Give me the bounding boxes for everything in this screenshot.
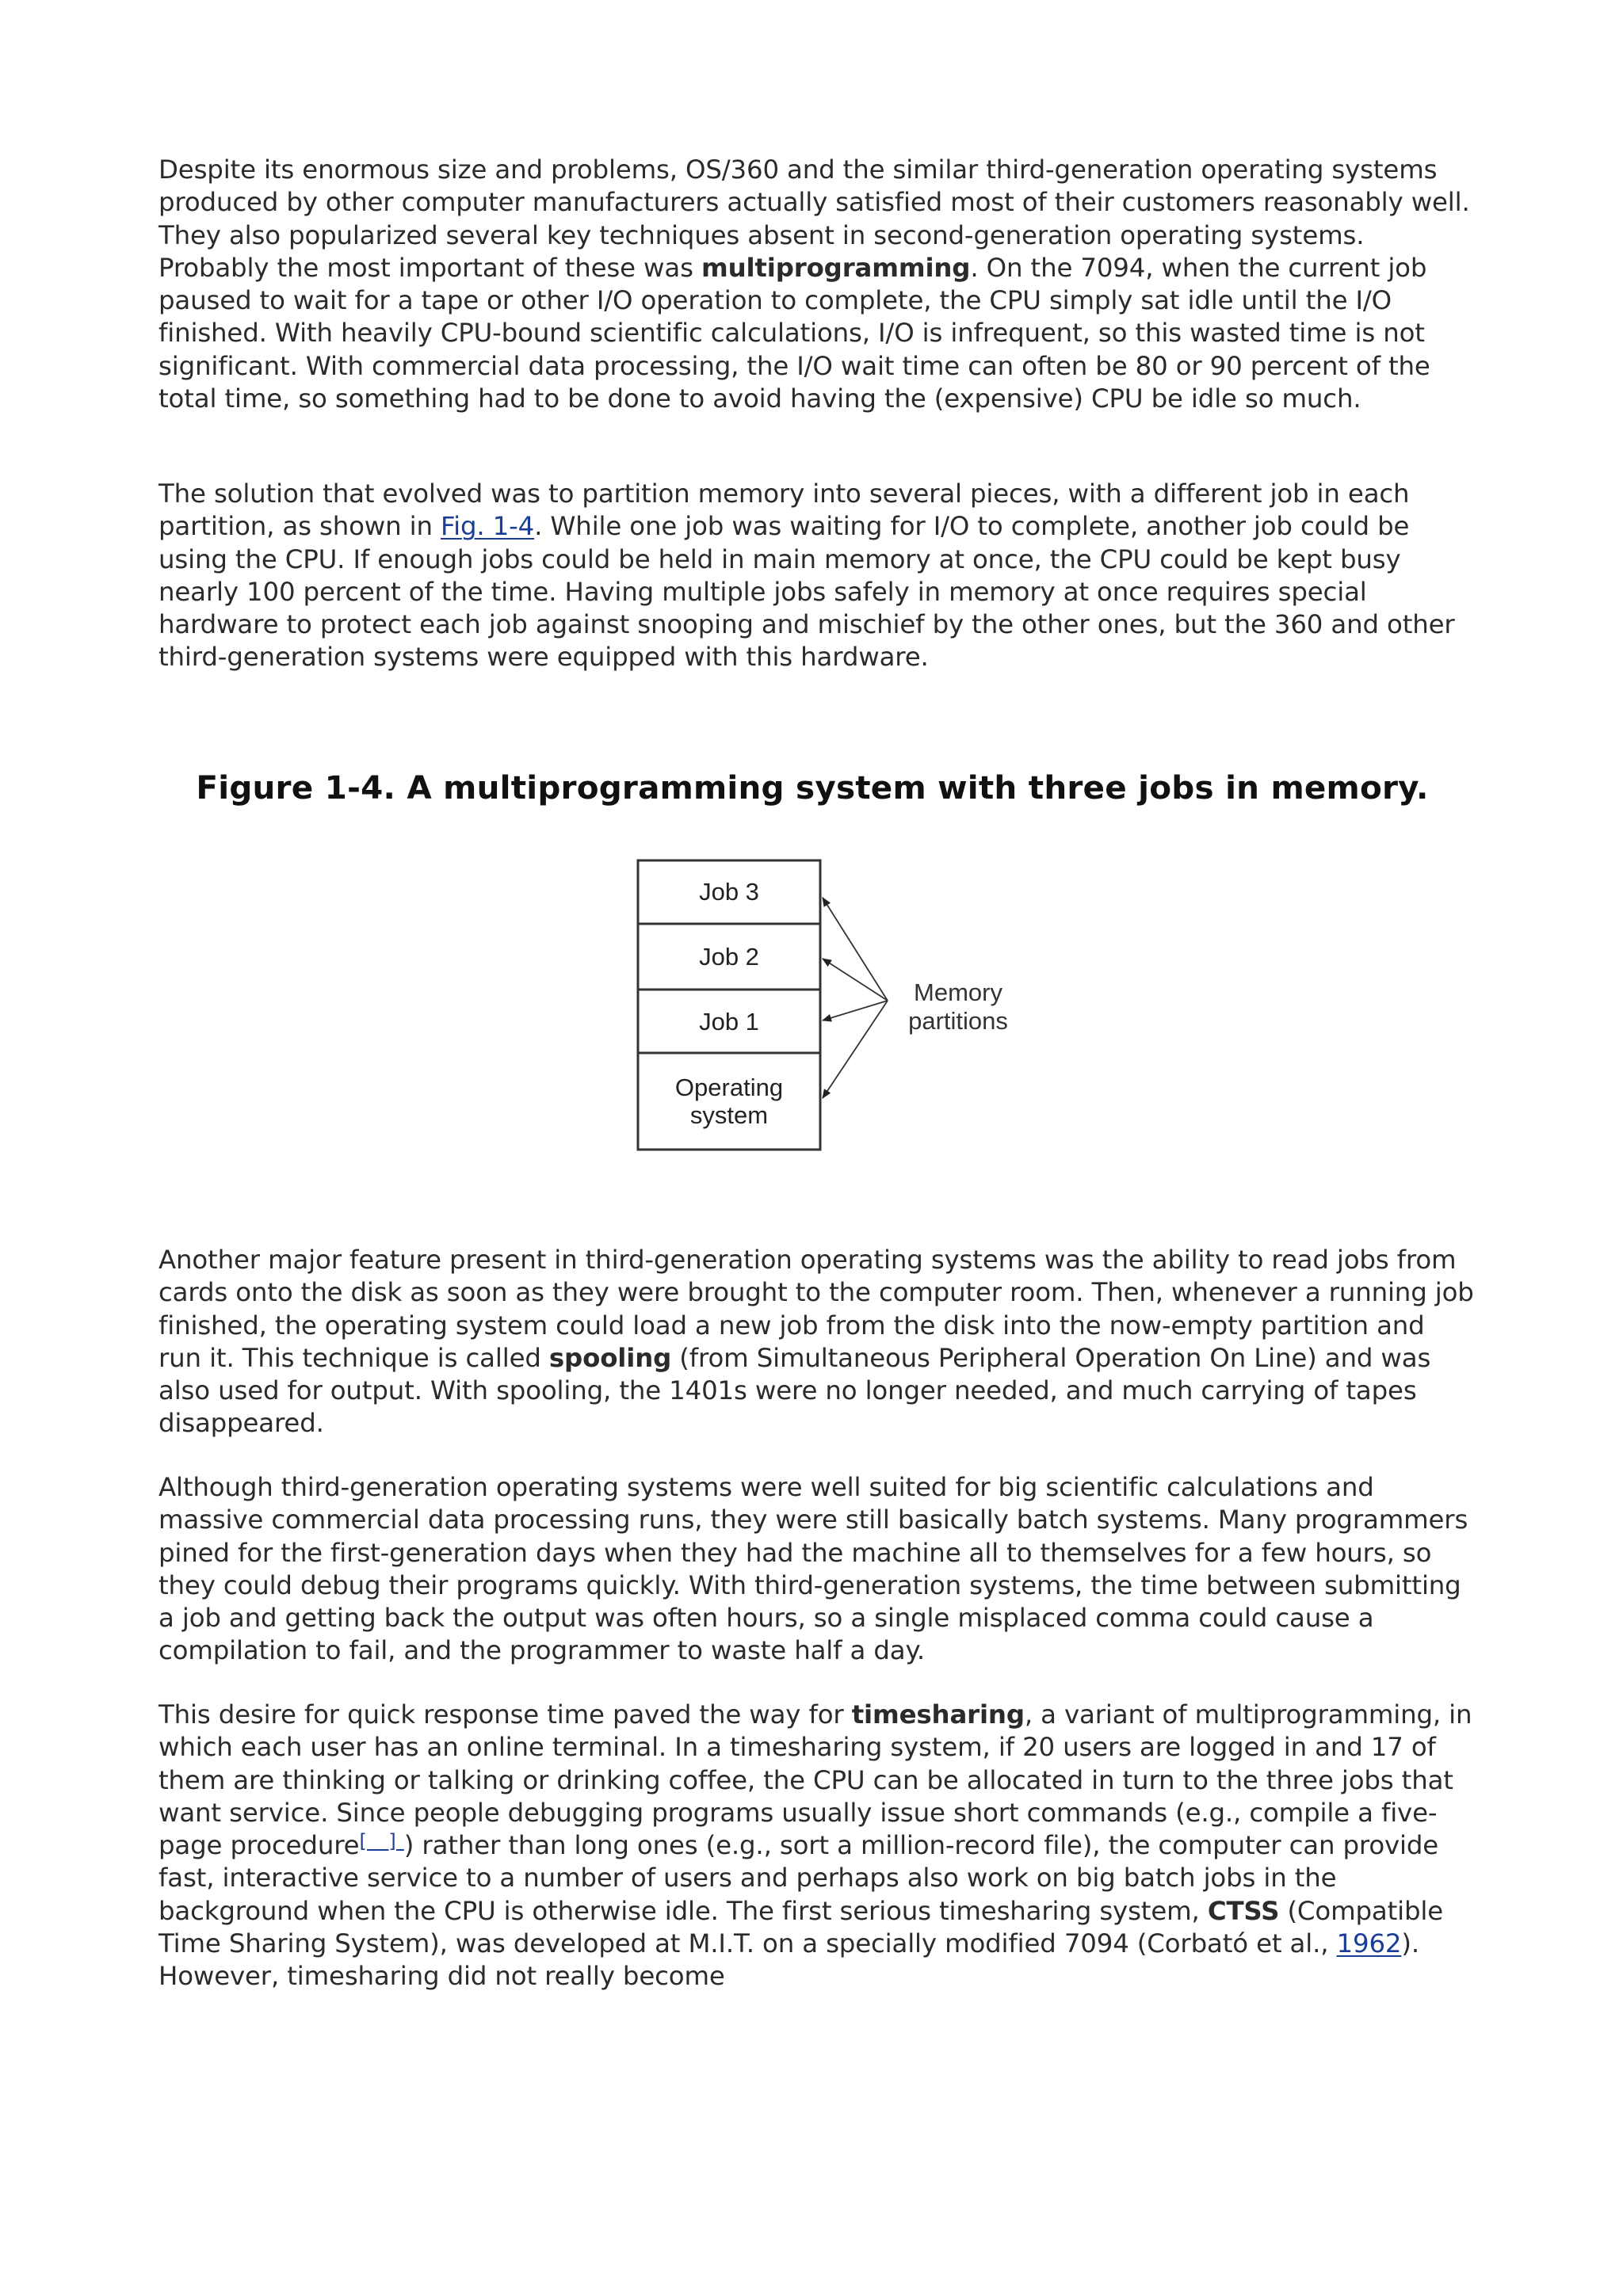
text-segment: . On the 7094, when the current job paused to wait for a tape or other I/O operation to complete, the CPU simply sat idle until the I/O finished. With heavily CPU-bound scientific calculations, I/O is infrequent, so this wasted time is not significant. With commercial data processing, the I/O wait time can often be 80 or 90 percent of the total time, so something had to be done to avoid having the (expensive) CPU be idle so much. [158,252,1430,414]
arrow-job1 [823,1001,888,1020]
paragraph-multiprogramming [158,154,1474,415]
diagram-svg [612,846,1056,1163]
arrow-job3 [823,898,888,1001]
text-segment: . While one job was waiting for I/O to complete, another job could be using the CPU. If enough jobs could be held in main memory at once, the CPU could be kept busy nearly 100 percent of the time. Having multiple jobs safely in memory at once requires special hardware to protect each job against snooping and mischief by the other ones, but the 360 and other third-generation systems were equipped with this hardware. [158,511,1455,673]
text-segment: ). However, timesharing did not really become [158,1928,1420,1992]
arrow-os [823,1001,888,1098]
text-segment: Although third-generation operating systems were well suited for big scientific calculations and massive commercial data processing runs, they were still basically batch systems. Many programmers pined for the first-generation days when they had the machine all to themselves for a few hours, so they could debug their programs quickly. With third-generation systems, the time between submitting a job and getting back the output was often hours, so a single misplaced comma could cause a compilation to fail, and the programmer to waste half a day. [158,1472,1468,1666]
paragraph-batch-systems [158,1471,1474,1668]
annotation-partitions: partitions [908,1007,1008,1035]
text-segment: (from Simultaneous Peripheral Operation On Line) and was also used for output. With spooling, the 1401s were no longer needed, and much carrying of tapes disappeared. [158,1342,1431,1439]
term-multiprogramming: multiprogramming [701,252,971,283]
text-segment: This desire for quick response time paved the way for [158,1699,852,1730]
label-job2: Job 2 [699,943,759,971]
citation-link-1962[interactable]: 1962 [1336,1928,1402,1959]
label-job3: Job 3 [699,878,759,906]
text-segment: Despite its enormous size and problems, OS/360 and the similar third-generation operating systems produced by other computer manufacturers actually satisfied most of their customers reasonably well. They also popularized several key techniques absent in second-generation operating systems. Probably the most important of these was [158,154,1470,283]
text-segment: , a variant of multiprogramming, in which each user has an online terminal. In a timesharing system, if 20 users are logged in and 17 of them are thinking or talking or drinking coffee, the CPU can be allocated in turn to the three jobs that want service. Since people debugging programs usually issue short commands (e.g., compile a five-page procedure [158,1699,1472,1861]
term-ctss: CTSS [1207,1895,1280,1926]
figure-caption: Figure 1-4. A multiprogramming system with three jobs in memory. [196,769,1429,807]
paragraph-timesharing [158,1699,1474,1993]
label-os-line1: Operating [674,1074,784,1101]
arrow-job2 [823,959,888,1001]
term-spooling: spooling [548,1342,672,1373]
text-segment: Another major feature present in third-generation operating systems was the ability to read jobs from cards onto the disk as soon as they were brought to the computer room. Then, whenever a running job finished, the operating system could load a new job from the disk into the now-empty partition and run it. This technique is called [158,1245,1474,1373]
footnote-link[interactable]: [ ] [359,1830,404,1853]
annotation-memory: Memory [914,978,1002,1006]
text-segment: The solution that evolved was to partition memory into several pieces, with a different job in each partition, as shown in [158,479,1410,542]
partition-arrows [823,898,888,1098]
label-os-line2: system [689,1101,769,1129]
memory-partition-diagram [612,846,1056,1163]
text-segment: (Compatible Time Sharing System), was developed at M.I.T. on a specially modified 7094 (Corbató et al., [158,1895,1444,1959]
label-job1: Job 1 [699,1008,759,1035]
text-segment: ) rather than long ones (e.g., sort a million-record file), the computer can provide fast, interactive service to a number of users and perhaps also work on big batch jobs in the background when the CPU is otherwise idle. The first serious timesharing system, [158,1830,1439,1926]
figure-link[interactable]: Fig. 1-4 [441,511,535,542]
paragraph-spooling [158,1244,1474,1440]
term-timesharing: timesharing [851,1699,1025,1730]
paragraph-partitions [158,478,1474,674]
